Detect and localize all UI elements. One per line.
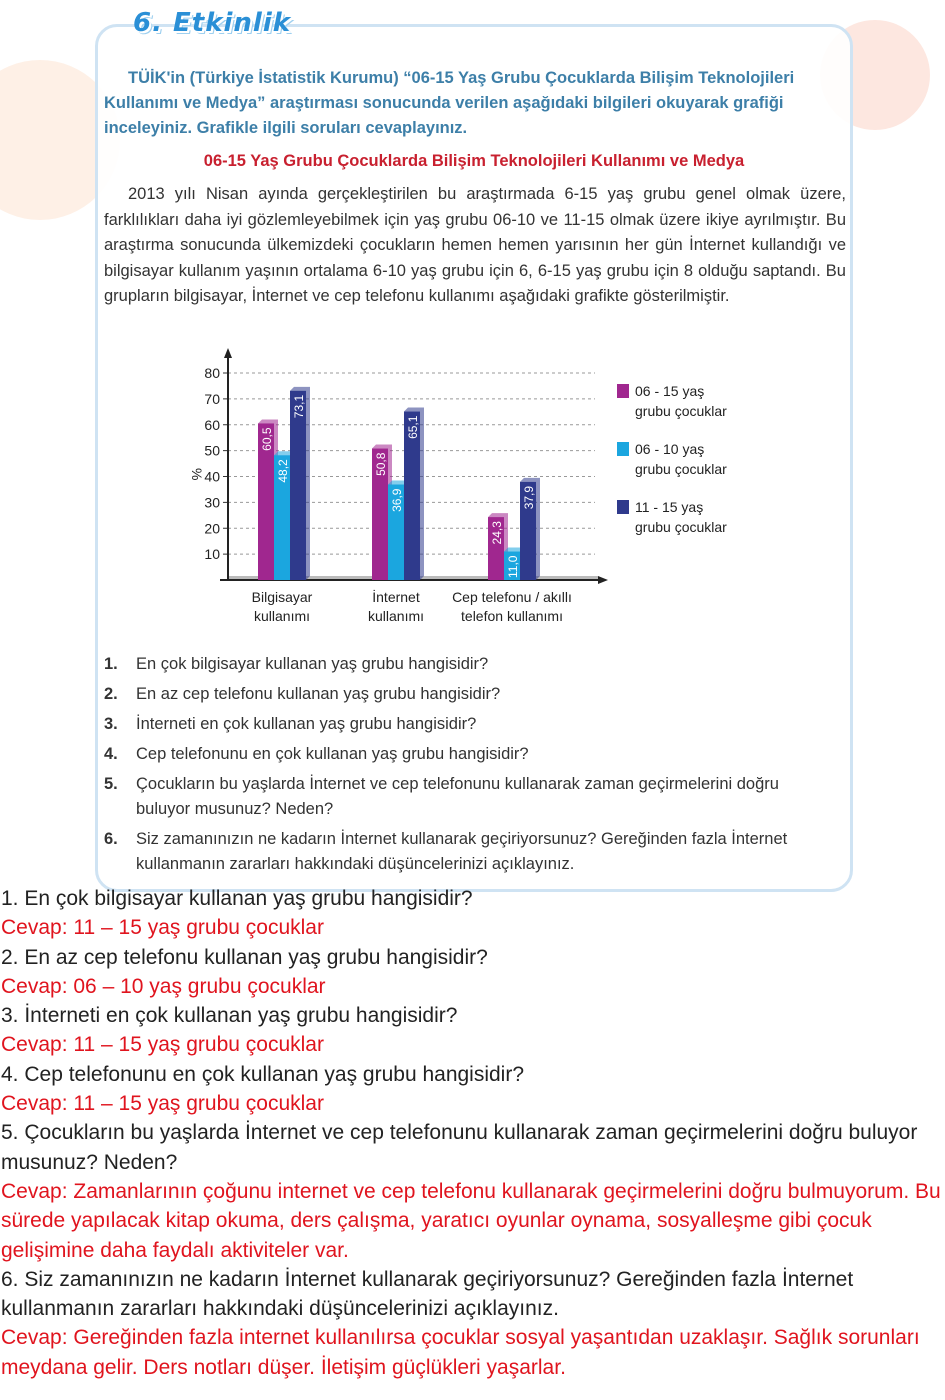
bar-value-label: 50,8 [374,452,388,476]
bar-value-label: 37,9 [522,485,536,510]
question-number: 3. [104,715,118,733]
answer-text: Cevap: Gereğinden fazla internet kullanılırsa çocuklar sosyal yaşantıdan uzaklaşır. Sağlık sorunları meydana gelir. Ders notları düşer. İletişim güçlükleri yaşarlar. [1,1326,920,1379]
bar-value-label: 48,2 [276,459,290,483]
bar-value-label: 60,5 [260,427,274,451]
question-item [104,652,824,677]
question-text: En çok bilgisayar kullanan yaş grubu hangisidir? [136,655,489,673]
y-tick-label: 40 [204,468,220,485]
section-title: 06-15 Yaş Grubu Çocuklarda Bilişim Teknolojileri Kullanımı ve Medya [203,152,745,170]
legend-swatch [617,384,629,398]
question-item [104,682,824,707]
bar-value-label: 24,3 [490,521,504,545]
question-item [104,827,824,877]
legend-label: 11 - 15 yaş [635,499,704,515]
answer-question: 4. Cep telefonunu en çok kullanan yaş grubu hangisidir? [1,1062,525,1086]
intro-text [104,66,844,141]
bar-value-label: 11,0 [506,555,520,579]
body-content: 2013 yılı Nisan ayında gerçekleştirilen bu araştırmada 6-15 yaş grubu genel olmak üzere, farklılıkları daha iyi gözlemleyebilmek için yaş grubu 06-10 ve 11-15 olmak üzere ikiye ayrılmıştır. Bu araştırma sonucunda ülkemizdeki çocukların hemen hemen yarısının her gün İnternet kullandığı ve bilgisayar kullanım yaşının ortalama 6-10 yaş grubu için 6, 6-15 yaş grubu için 8 olduğu saptandı. Bu grupların bilgisayar, İnternet ve cep telefonu kullanımı aşağıdaki grafikte gösterilmiştir. [104,185,846,305]
answer-text: Cevap: 11 – 15 yaş grubu çocuklar [1,1092,324,1116]
x-category-label: telefon kullanımı [461,608,563,624]
bar-value-label: 73,1 [292,394,306,419]
y-tick-label: 20 [204,520,220,537]
question-text: Siz zamanınızın ne kadarın İnternet kullanarak geçiriyorsunuz? Gereğinden fazla İnternet kullanmanın zararları hakkındaki düşüncelerinizi açıklayınız. [136,830,788,873]
answer-section [1,884,941,1382]
y-axis-arrow [224,348,232,358]
answer-question: 2. En az cep telefonu kullanan yaş grubu hangisidir? [1,945,488,969]
question-item [104,772,824,822]
y-tick-label: 80 [204,365,220,381]
bar-value-label: 65,1 [406,415,420,439]
question-number: 4. [104,745,118,763]
question-text: En az cep telefonu kullanan yaş grubu hangisidir? [136,685,501,703]
y-axis-label: % [189,468,205,481]
legend-swatch [617,442,629,456]
question-number: 1. [104,655,118,673]
y-tick-label: 30 [204,494,220,511]
y-tick-label: 50 [204,442,220,459]
answer-question: 1. En çok bilgisayar kullanan yaş grubu hangisidir? [1,887,473,910]
question-item [104,742,824,767]
x-category-label: kullanımı [367,608,425,624]
bar-value-label: 36,9 [390,488,404,512]
answer-question: 6. Siz zamanınızın ne kadarın İnternet kullanarak geçiriyorsunuz? Gereğinden fazla İnternet kullanmanın zararları hakkındaki düşüncelerinizi açıklayınız. [1,1267,854,1321]
question-text: Cep telefonunu en çok kullanan yaş grubu hangisidir? [136,745,529,763]
x-axis-arrow [598,576,608,584]
legend-swatch [617,500,629,514]
legend-label: grubu çocuklar [635,461,727,477]
question-number: 5. [104,775,118,793]
bar [290,391,306,580]
answer-text: Cevap: Zamanlarının çoğunu internet ve cep telefonu kullanarak geçirmelerini doğru bulmuyorum. Bu sürede yapılacak kitap okuma, ders çalışma, yaratıcı oyunlar oynama, sosyalleşme gibi çocuk gelişimine daha faydalı aktiviteler var. [1,1179,941,1262]
question-text: Çocukların bu yaşlarda İnternet ve cep telefonunu kullanarak zaman geçirmelerini doğru buluyor musunuz? Neden? [136,775,779,818]
answer-text: Cevap: 11 – 15 yaş grubu çocuklar [1,1033,324,1057]
x-category-label: kullanımı [253,608,311,624]
answer-question: 5. Çocukların bu yaşlarda İnternet ve cep telefonunu kullanarak zaman geçirmelerini doğru buluyor musunuz? Neden? [1,1121,918,1174]
legend-label: grubu çocuklar [635,403,727,419]
answer-question: 3. İnterneti en çok kullanan yaş grubu hangisidir? [1,1004,458,1028]
body-text [104,182,846,310]
intro-content: TÜİK'in (Türkiye İstatistik Kurumu) “06-15 Yaş Grubu Çocuklarda Bilişim Teknolojileri Kullanımı ve Medya” araştırması sonucunda verilen aşağıdaki bilgileri okuyarak grafiği inceleyiniz. Grafikle ilgili soruları cevaplayınız. [104,69,795,137]
legend-label: 06 - 10 yaş [635,441,705,457]
question-list [104,652,824,882]
question-number: 2. [104,685,118,703]
question-text: İnterneti en çok kullanan yaş grubu hangisidir? [136,715,477,733]
x-category-label: İnternet [372,589,420,605]
bar-chart [170,340,770,640]
legend-label: grubu çocuklar [635,519,727,535]
y-tick-label: 60 [204,416,220,433]
x-category-label: Cep telefonu / akıllı [452,589,572,605]
y-tick-label: 10 [204,546,220,563]
answer-text: Cevap: 11 – 15 yaş grubu çocuklar [1,916,324,940]
legend-label: 06 - 15 yaş [635,383,705,399]
answer-text: Cevap: 06 – 10 yaş grubu çocuklar [1,974,326,998]
question-item [104,712,824,737]
y-tick-label: 70 [204,390,220,407]
activity-logo: 6. Etkinlik [133,8,292,38]
x-category-label: Bilgisayar [251,589,313,605]
question-number: 6. [104,830,118,848]
